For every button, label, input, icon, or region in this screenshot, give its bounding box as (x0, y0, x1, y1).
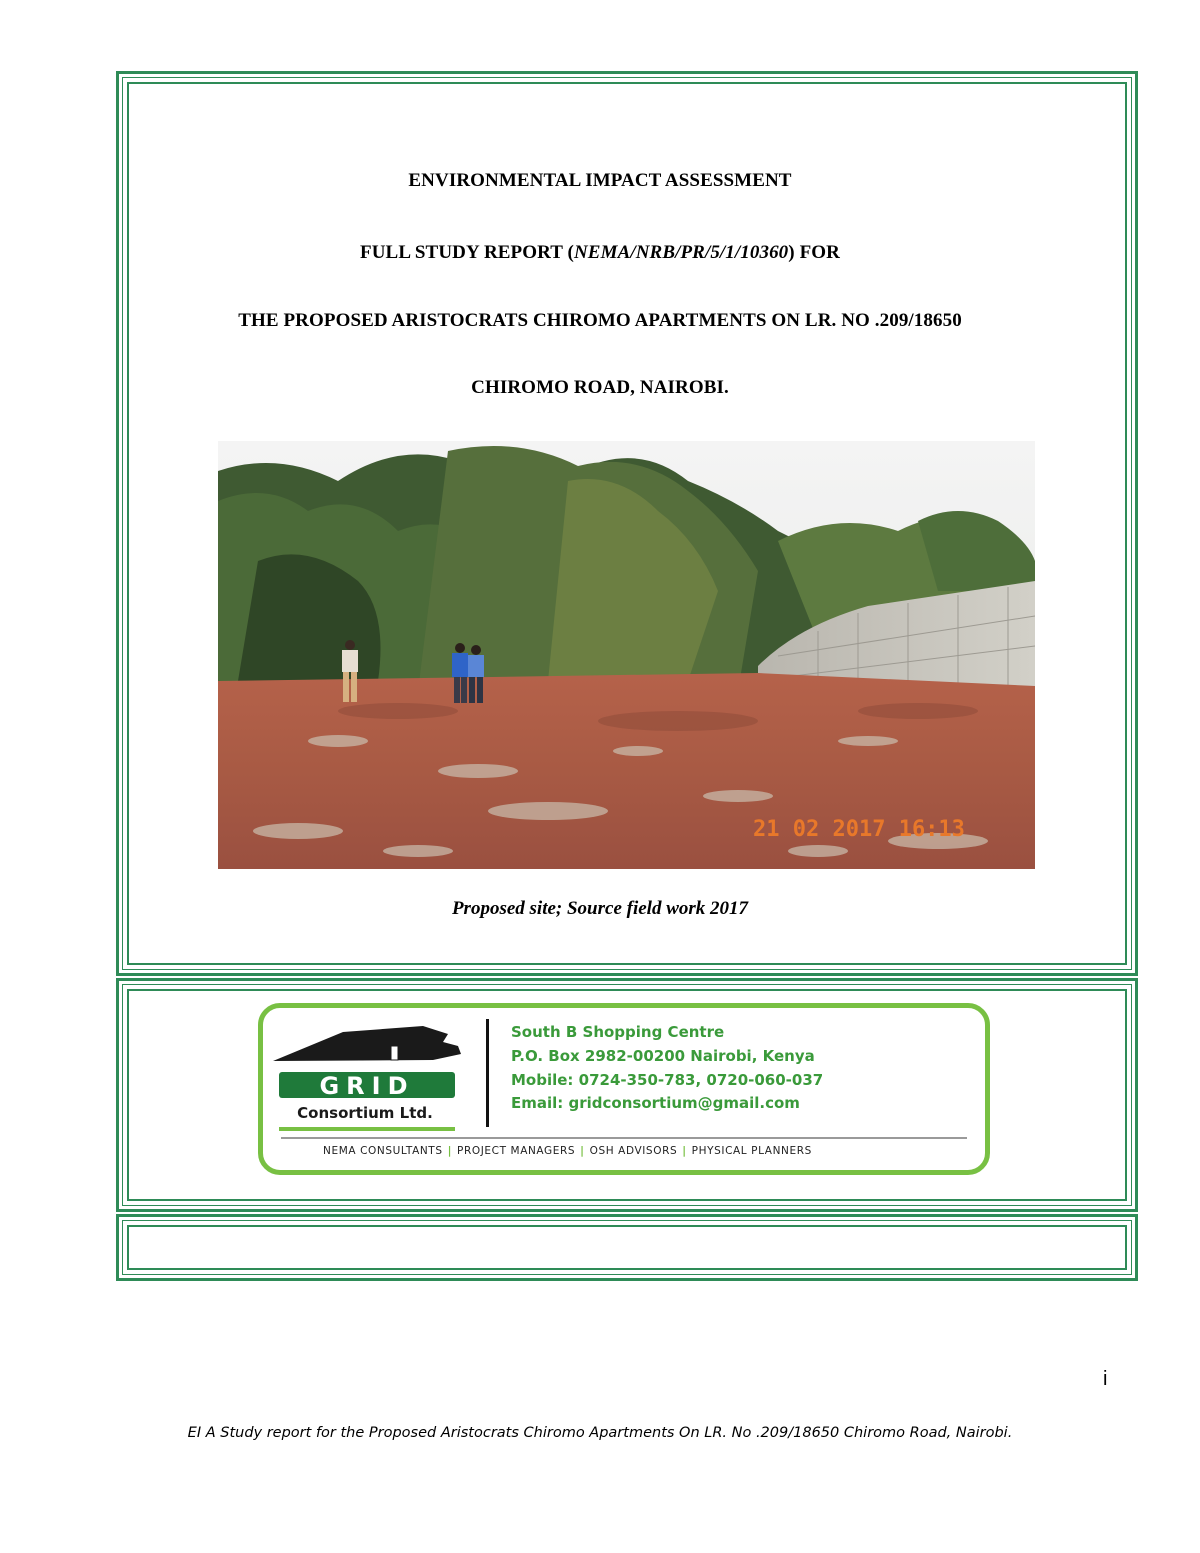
cover-frame-bottom (116, 1214, 1138, 1281)
title-suffix: ) FOR (788, 242, 840, 263)
page-number: i (1103, 1368, 1108, 1390)
card-divider (281, 1137, 967, 1139)
logo-name: GRID (319, 1072, 415, 1100)
report-title-line-2 (0, 242, 1200, 264)
logo-divider (486, 1019, 489, 1127)
contact-po-box: P.O. Box 2982-00200 Nairobi, Kenya (511, 1047, 815, 1065)
service-item: PHYSICAL PLANNERS (691, 1145, 812, 1157)
house-roof-logo-icon (273, 1024, 473, 1134)
contact-mobile: Mobile: 0724-350-783, 0720-060-037 (511, 1071, 824, 1089)
title-prefix: FULL STUDY REPORT ( (360, 242, 574, 263)
photo-timestamp: 21 02 2017 16:13 (753, 817, 965, 842)
report-title-line-1: ENVIRONMENTAL IMPACT ASSESSMENT (408, 170, 792, 191)
report-title-line-4: CHIROMO ROAD, NAIROBI. (471, 377, 729, 398)
services-line: NEMA CONSULTANTS | PROJECT MANAGERS | OSH ADVISORS | PHYSICAL PLANNERS (323, 1145, 812, 1157)
service-item: NEMA CONSULTANTS (323, 1145, 443, 1157)
service-item: OSH ADVISORS (589, 1145, 678, 1157)
page-footer: EI A Study report for the Proposed Aristocrats Chiromo Apartments On LR. No .209/18650 Chiromo Road, Nairobi. (187, 1425, 1013, 1441)
photo-caption: Proposed site; Source field work 2017 (451, 898, 749, 919)
logo-subtitle: Consortium Ltd. (297, 1104, 433, 1122)
site-photo (218, 441, 1035, 869)
contact-email: Email: gridconsortium@gmail.com (511, 1094, 800, 1112)
contact-address: South B Shopping Centre (511, 1023, 725, 1041)
grid-consortium-logo-card (258, 1003, 990, 1175)
nema-reference: NEMA/NRB/PR/5/1/10360 (573, 242, 789, 263)
report-title-line-3: THE PROPOSED ARISTOCRATS CHIROMO APARTMENTS ON LR. NO .209/18650 (238, 310, 962, 331)
service-item: PROJECT MANAGERS (457, 1145, 576, 1157)
